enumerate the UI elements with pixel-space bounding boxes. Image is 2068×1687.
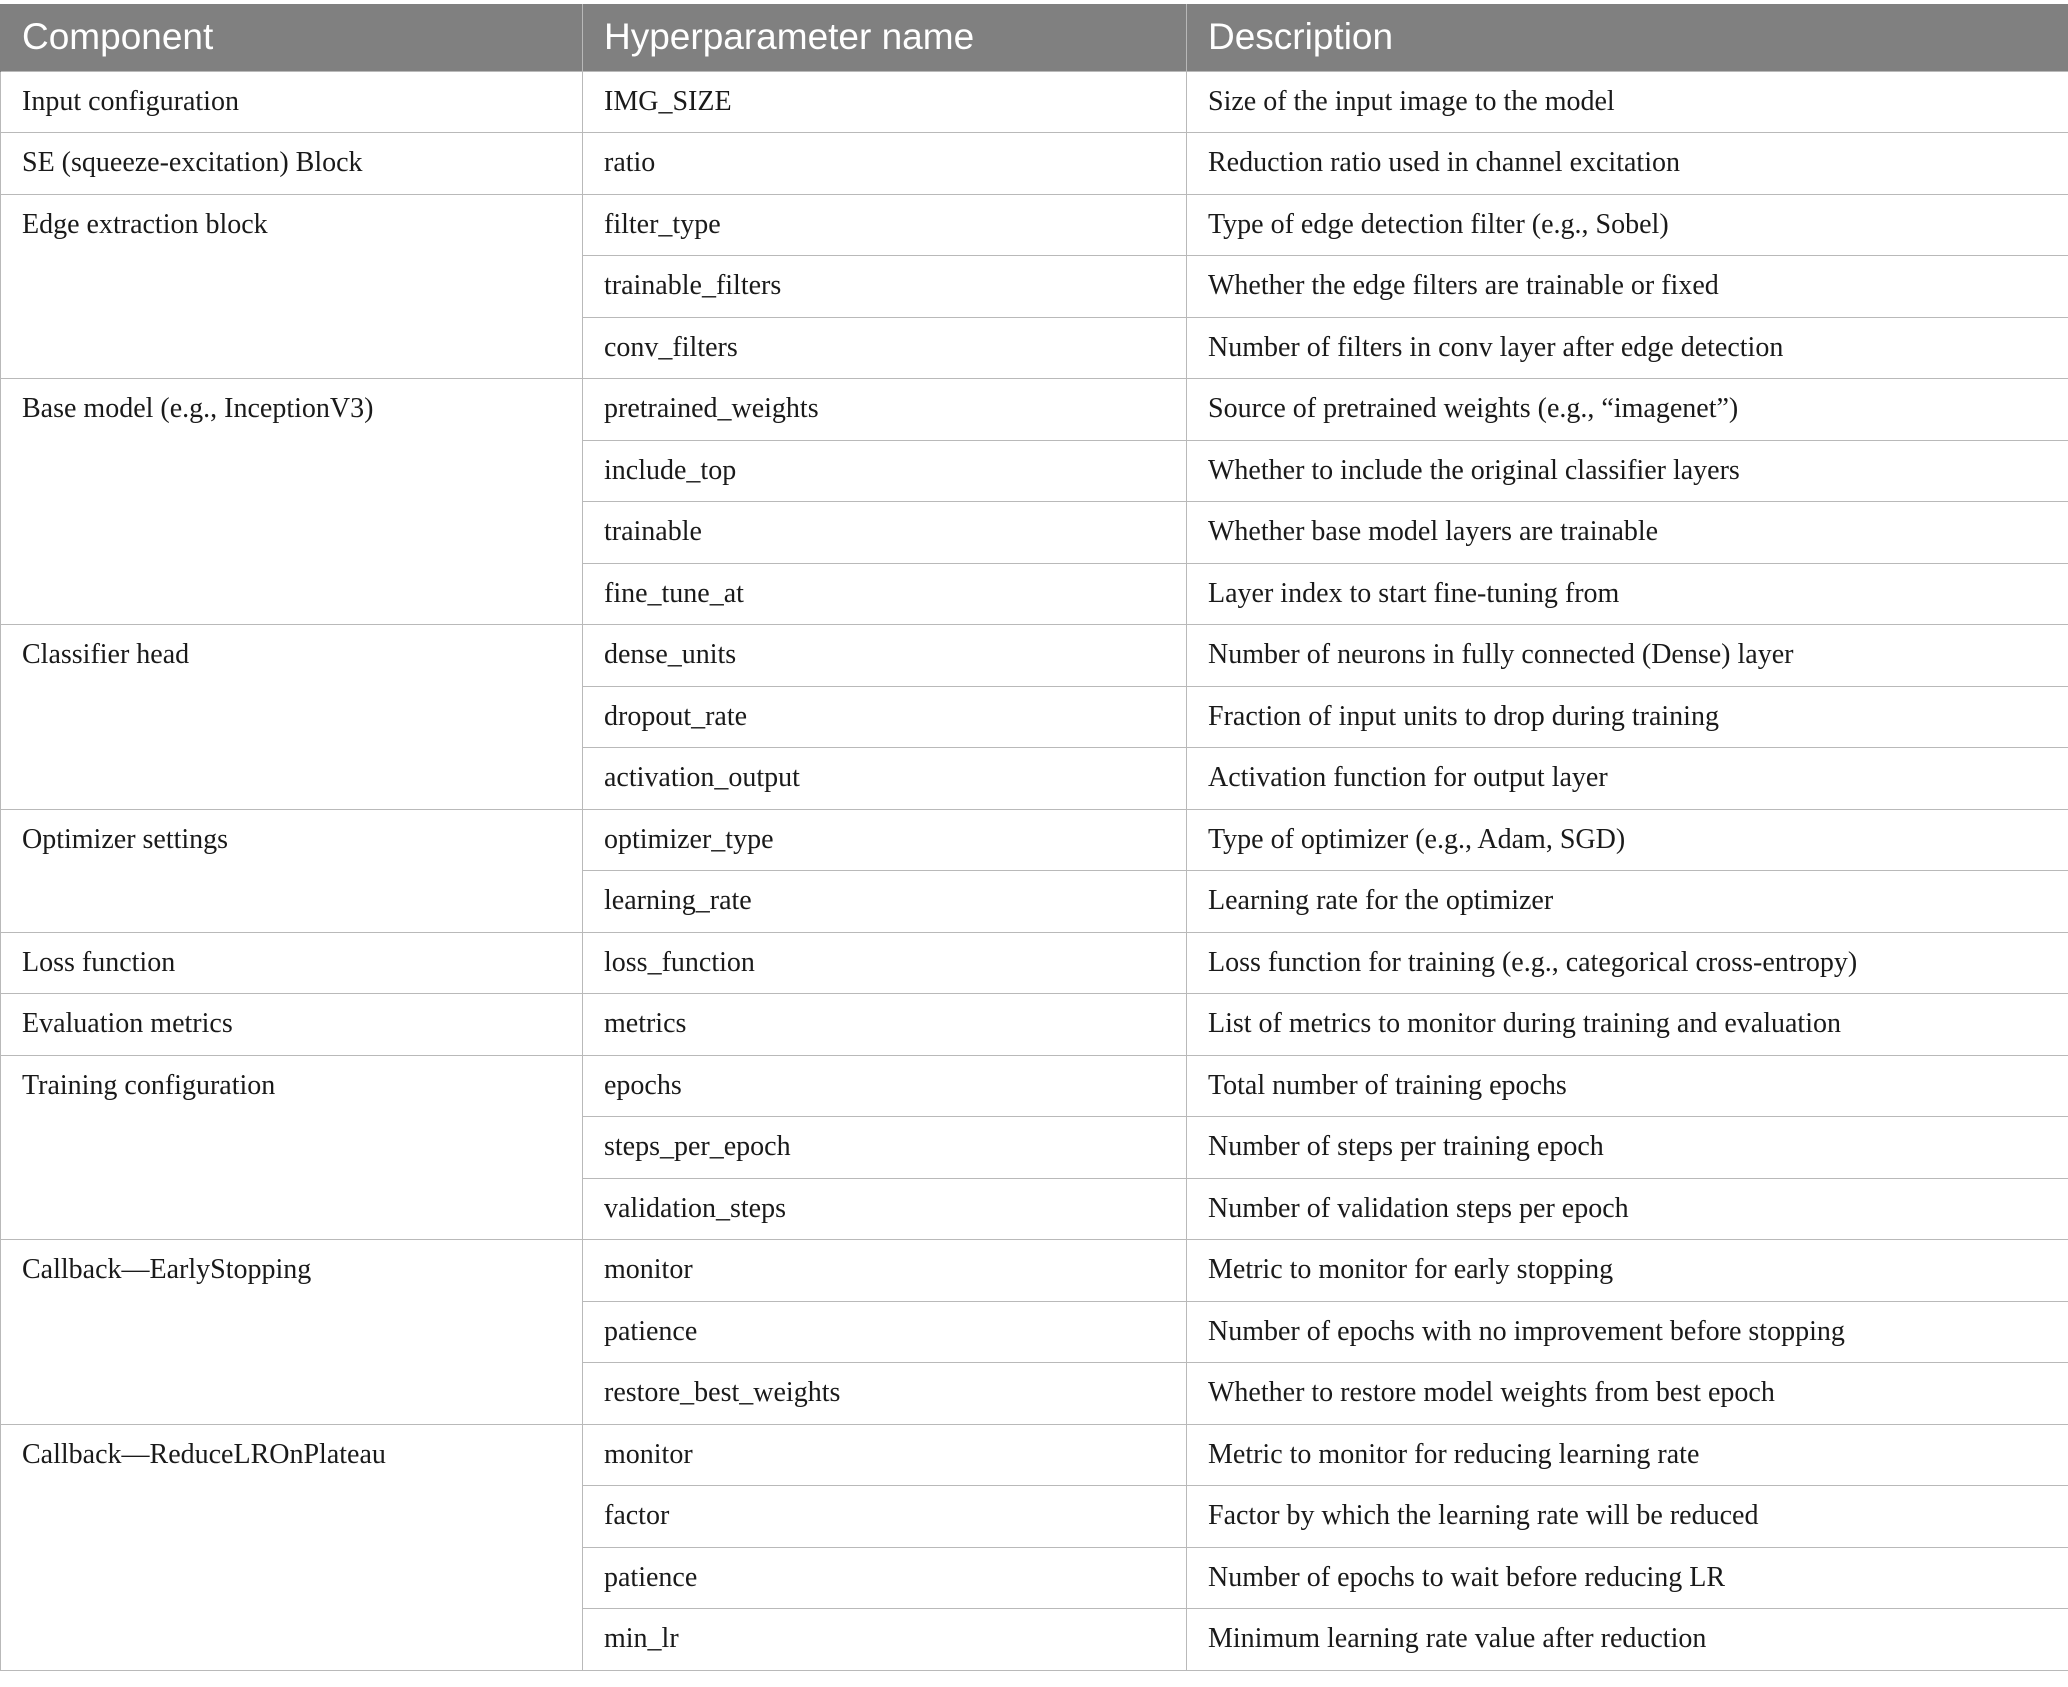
hyperparameter-table [0,4,2068,1671]
table-row [1,379,2068,441]
hyperparameter-cell: dense_units [583,625,1187,687]
hyperparameter-cell: pretrained_weights [583,379,1187,441]
hyperparameter-cell: patience [583,1301,1187,1363]
description-cell: Whether base model layers are trainable [1187,502,2068,564]
component-cell: Optimizer settings [1,809,583,932]
hyperparameter-cell: ratio [583,133,1187,195]
description-cell: Activation function for output layer [1187,748,2068,810]
table-row [1,625,2068,687]
component-cell: Loss function [1,932,583,994]
table-row [1,133,2068,195]
table-row [1,994,2068,1056]
description-cell: Reduction ratio used in channel excitation [1187,133,2068,195]
hyperparameter-cell: patience [583,1547,1187,1609]
description-cell: Learning rate for the optimizer [1187,871,2068,933]
description-cell: Minimum learning rate value after reduction [1187,1609,2068,1671]
hyperparameter-cell: steps_per_epoch [583,1117,1187,1179]
header-description: Description [1187,4,2068,71]
table-row [1,932,2068,994]
description-cell: Number of filters in conv layer after edge detection [1187,317,2068,379]
hyperparameter-cell: factor [583,1486,1187,1548]
description-cell: Number of neurons in fully connected (Dense) layer [1187,625,2068,687]
description-cell: Layer index to start fine-tuning from [1187,563,2068,625]
description-cell: Number of epochs to wait before reducing LR [1187,1547,2068,1609]
header-row [1,4,2068,71]
hyperparameter-cell: epochs [583,1055,1187,1117]
component-cell: Base model (e.g., InceptionV3) [1,379,583,625]
hyperparameter-cell: conv_filters [583,317,1187,379]
hyperparameter-cell: filter_type [583,194,1187,256]
hyperparameter-cell: optimizer_type [583,809,1187,871]
header-component: Component [1,4,583,71]
hyperparameter-cell: restore_best_weights [583,1363,1187,1425]
description-cell: Size of the input image to the model [1187,71,2068,133]
description-cell: List of metrics to monitor during training and evaluation [1187,994,2068,1056]
hyperparameter-cell: loss_function [583,932,1187,994]
hyperparameter-cell: learning_rate [583,871,1187,933]
component-cell: Evaluation metrics [1,994,583,1056]
table-body [1,71,2068,1670]
table-row [1,1055,2068,1117]
hyperparameter-cell: dropout_rate [583,686,1187,748]
hyperparameter-cell: monitor [583,1240,1187,1302]
description-cell: Factor by which the learning rate will be reduced [1187,1486,2068,1548]
hyperparameter-cell: include_top [583,440,1187,502]
description-cell: Number of steps per training epoch [1187,1117,2068,1179]
description-cell: Number of validation steps per epoch [1187,1178,2068,1240]
description-cell: Type of optimizer (e.g., Adam, SGD) [1187,809,2068,871]
hyperparameter-cell: validation_steps [583,1178,1187,1240]
description-cell: Source of pretrained weights (e.g., “imagenet”) [1187,379,2068,441]
table-row [1,1240,2068,1302]
hyperparameter-cell: metrics [583,994,1187,1056]
component-cell: Callback—ReduceLROnPlateau [1,1424,583,1670]
description-cell: Metric to monitor for reducing learning rate [1187,1424,2068,1486]
hyperparameter-cell: trainable [583,502,1187,564]
description-cell: Number of epochs with no improvement before stopping [1187,1301,2068,1363]
component-cell: Training configuration [1,1055,583,1240]
table-row [1,194,2068,256]
table-row [1,1424,2068,1486]
hyperparameter-cell: activation_output [583,748,1187,810]
hyperparameter-table-container [0,4,2068,1671]
header-hyperparameter-name: Hyperparameter name [583,4,1187,71]
description-cell: Loss function for training (e.g., categorical cross-entropy) [1187,932,2068,994]
description-cell: Whether to include the original classifier layers [1187,440,2068,502]
hyperparameter-cell: fine_tune_at [583,563,1187,625]
hyperparameter-cell: IMG_SIZE [583,71,1187,133]
component-cell: Callback—EarlyStopping [1,1240,583,1425]
description-cell: Metric to monitor for early stopping [1187,1240,2068,1302]
description-cell: Fraction of input units to drop during training [1187,686,2068,748]
description-cell: Whether the edge filters are trainable or fixed [1187,256,2068,318]
description-cell: Whether to restore model weights from best epoch [1187,1363,2068,1425]
component-cell: Edge extraction block [1,194,583,379]
table-row [1,809,2068,871]
hyperparameter-cell: monitor [583,1424,1187,1486]
component-cell: Input configuration [1,71,583,133]
description-cell: Type of edge detection filter (e.g., Sobel) [1187,194,2068,256]
component-cell: SE (squeeze-excitation) Block [1,133,583,195]
table-header [1,4,2068,71]
component-cell: Classifier head [1,625,583,810]
description-cell: Total number of training epochs [1187,1055,2068,1117]
hyperparameter-cell: min_lr [583,1609,1187,1671]
hyperparameter-cell: trainable_filters [583,256,1187,318]
table-row [1,71,2068,133]
